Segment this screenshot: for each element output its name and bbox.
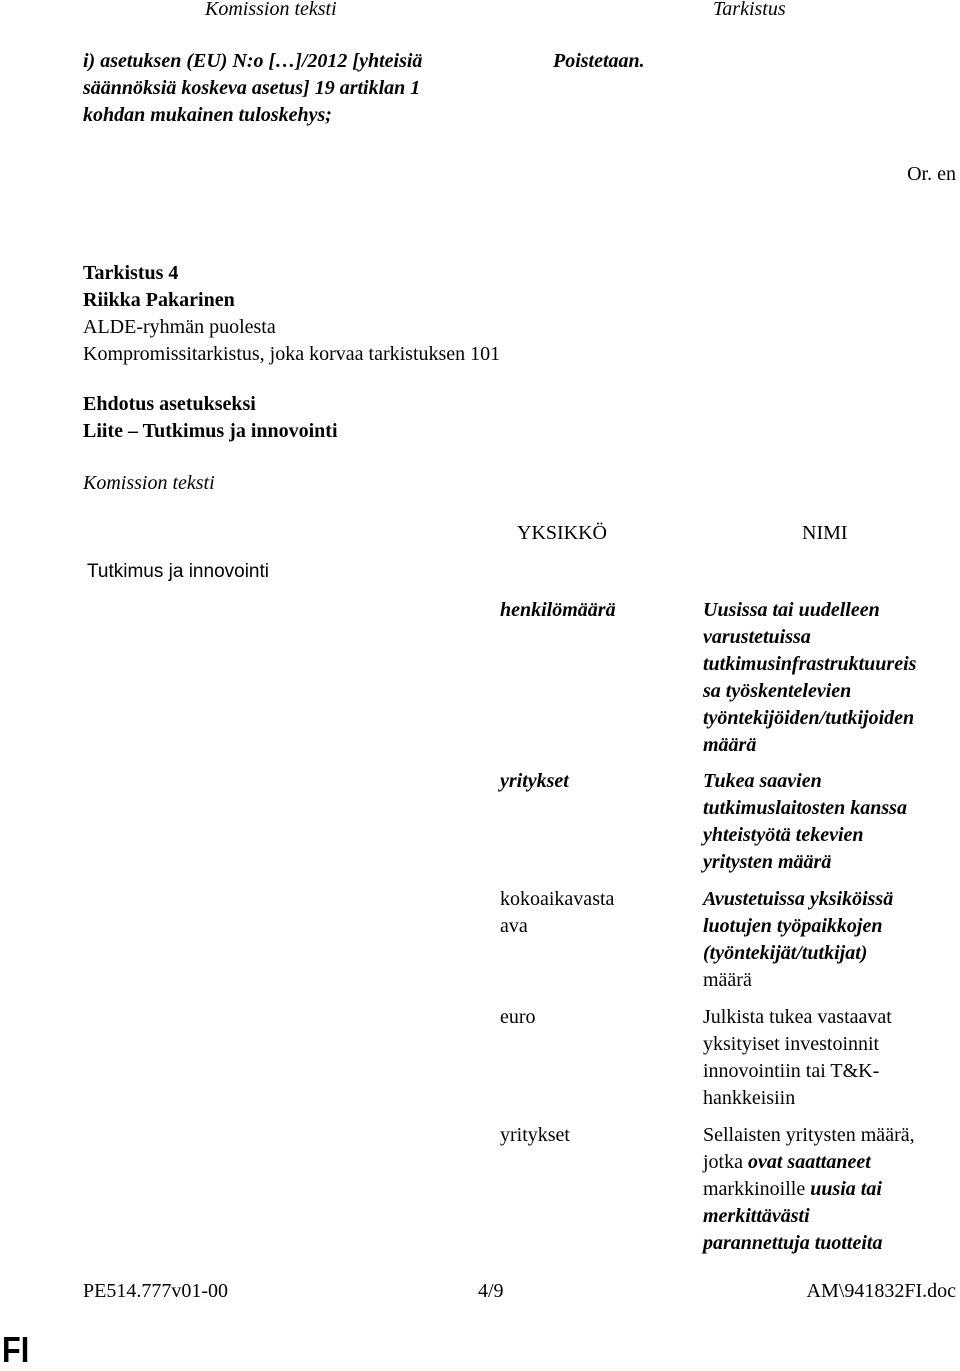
commission-text-label: Komission teksti [83, 472, 215, 494]
text-line [703, 967, 893, 994]
amendment-author: Riikka Pakarinen [83, 289, 235, 311]
table-cell-name [703, 768, 907, 876]
text-line [703, 1176, 915, 1203]
text-line [703, 849, 907, 876]
footer-file-name: AM\941832FI.doc [806, 1280, 956, 1302]
table-cell-unit [500, 886, 614, 940]
text-segment: markkinoille [703, 1178, 811, 1200]
text-line [703, 1149, 915, 1176]
text-segment: uusia tai [810, 1178, 882, 1200]
text-segment: kokoaikavasta [500, 888, 615, 910]
text-line [703, 1085, 892, 1112]
text-line [703, 678, 916, 705]
text-line [703, 1004, 892, 1031]
text-segment: merkittävästi [703, 1205, 810, 1227]
footer-page-number: 4/9 [478, 1280, 504, 1302]
text-line [500, 913, 614, 940]
text-segment: yhteistyötä tekevien [703, 824, 864, 846]
text-segment: Sellaisten yritysten määrä, [703, 1124, 915, 1146]
text-segment: tutkimuslaitosten kanssa [703, 797, 907, 819]
text-segment: yksityiset investoinnit [703, 1033, 880, 1055]
amendment-group: ALDE-ryhmän puolesta [83, 316, 276, 338]
text-line [500, 768, 569, 795]
text-segment: euro [500, 1006, 536, 1028]
text-line [703, 1230, 915, 1257]
text-line [703, 1031, 892, 1058]
text-segment: parannettuja tuotteita [703, 1232, 883, 1254]
text-line: i) asetuksen (EU) N:o […]/2012 [yhteisiä [83, 50, 423, 72]
text-line [703, 597, 916, 624]
text-line [703, 732, 916, 759]
text-line [703, 624, 916, 651]
text-segment: henkilömäärä [500, 599, 616, 621]
text-line [500, 1004, 536, 1031]
text-line [500, 886, 614, 913]
amendment-note: Kompromissitarkistus, joka korvaa tarkistuksen 101 [83, 343, 501, 365]
amendment-number: Tarkistus 4 [83, 262, 179, 284]
text-segment: määrä [703, 734, 757, 756]
table-cell-name [703, 1004, 892, 1112]
text-segment: yritysten määrä [703, 851, 832, 873]
text-line [703, 822, 907, 849]
table-cell-name [703, 1122, 915, 1257]
text-segment: Avustetuissa yksiköissä [703, 888, 894, 910]
text-line [703, 940, 893, 967]
text-segment: (työntekijät/tutkijat) [703, 942, 868, 964]
text-line: säännöksiä koskeva asetus] 19 artiklan 1 [83, 77, 421, 99]
column-header-commission-text: Komission teksti [205, 0, 337, 20]
text-segment: ava [500, 915, 528, 937]
text-segment: yritykset [500, 770, 569, 792]
text-segment: Julkista tukea vastaavat [703, 1006, 892, 1028]
footer-doc-ref: PE514.777v01-00 [83, 1280, 228, 1302]
table-header-name: NIMI [802, 522, 848, 544]
text-segment: Uusissa tai uudelleen [703, 599, 880, 621]
table-category: Tutkimus ja innovointi [87, 561, 269, 582]
text-segment: määrä [703, 969, 752, 991]
text-segment: hankkeisiin [703, 1087, 796, 1109]
text-line [703, 886, 893, 913]
text-line: kohdan mukainen tuloskehys; [83, 104, 332, 126]
text-line [703, 651, 916, 678]
table-cell-unit [500, 1122, 570, 1149]
text-segment: sa työskentelevien [703, 680, 852, 702]
text-segment: varustetuissa [703, 626, 811, 648]
text-segment: yritykset [500, 1124, 570, 1146]
text-segment: ovat saattaneet [748, 1151, 871, 1173]
text-line [500, 1122, 570, 1149]
table-cell-unit [500, 1004, 536, 1031]
text-segment: luotujen työpaikkojen [703, 915, 883, 937]
table-cell-unit [500, 597, 616, 624]
text-line [703, 768, 907, 795]
text-segment: innovointiin tai T&K- [703, 1060, 880, 1082]
text-line [703, 1122, 915, 1149]
annex-title: Liite – Tutkimus ja innovointi [83, 420, 338, 442]
amendment-text-cell: Poistetaan. [553, 50, 645, 72]
footer-language-code: FI [2, 1329, 30, 1370]
text-line [703, 705, 916, 732]
text-line [703, 913, 893, 940]
text-segment: jotka [703, 1151, 748, 1173]
table-cell-name [703, 597, 916, 759]
text-segment: tutkimusinfrastruktuureis [703, 653, 917, 675]
original-language: Or. en [907, 163, 956, 185]
text-line [703, 1203, 915, 1230]
text-segment: Tukea saavien [703, 770, 822, 792]
column-header-amendment: Tarkistus [713, 0, 786, 20]
table-header-unit: YKSIKKÖ [517, 522, 607, 544]
text-segment: työntekijöiden/tutkijoiden [703, 707, 915, 729]
text-line [500, 597, 616, 624]
table-cell-name [703, 886, 893, 994]
table-cell-unit [500, 768, 569, 795]
proposal-title: Ehdotus asetukseksi [83, 393, 256, 415]
text-line [703, 1058, 892, 1085]
text-line [703, 795, 907, 822]
commission-text-cell [83, 48, 422, 129]
